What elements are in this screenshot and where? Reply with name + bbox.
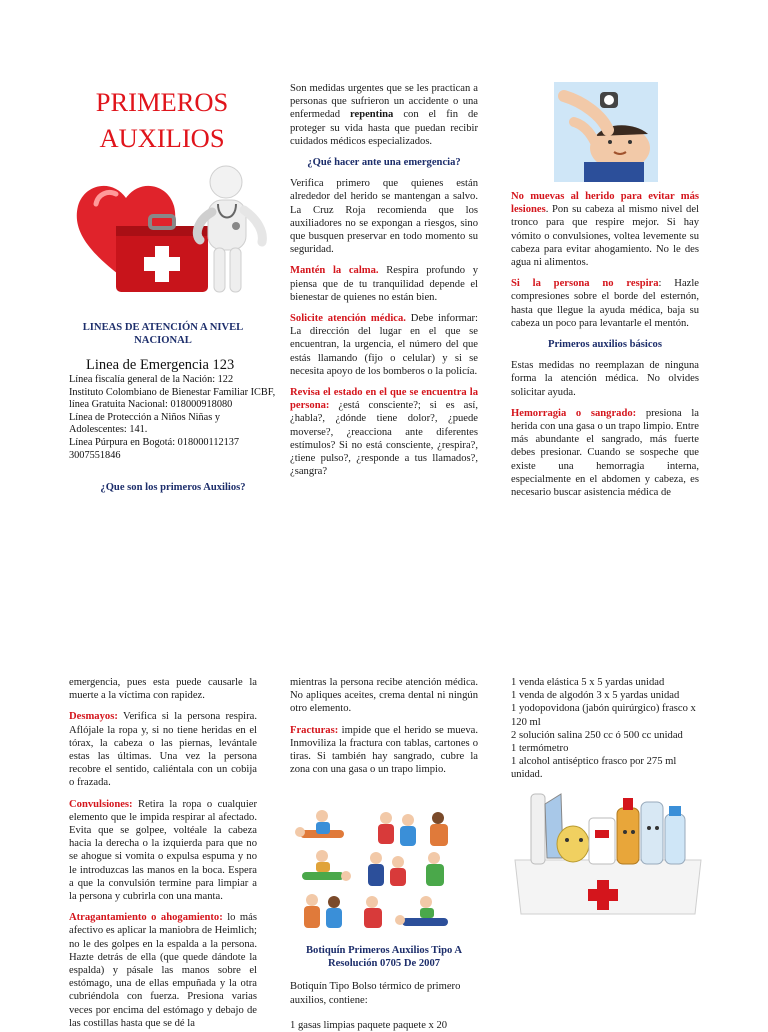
list-item: 2 solución salina 250 cc ó 500 cc unidad bbox=[511, 729, 683, 741]
column-2-bottom-botiquin bbox=[290, 944, 478, 1031]
paragraph: Verifica primero que quienes están alrededor del herido se mantengan a salvo. La Cruz Roja recomienda que los auxiliadores no se expongan a riesgos, sino que busquen preservar en todo momento su seguridad. bbox=[290, 178, 478, 256]
paragraph: Estas medidas no reemplazan de ninguna forma la atención médica. No olvides solicitar ayuda. bbox=[511, 360, 699, 398]
paragraph-text: presiona la herida con una gasa o un trapo limpio. Entre más abundante el sangrado, más fuerte debes presionar. Cuando se sospeche que existe una hemorragia interna, especialmente en el abdomen y cabeza, es necesario buscar asistencia médica de bbox=[511, 407, 699, 499]
list-item: 1 gasas limpias paquete paquete x 20 bbox=[290, 1019, 448, 1031]
paragraph bbox=[511, 277, 699, 330]
list-item: 1 alcohol antiséptico frasco por 275 ml unidad. bbox=[511, 756, 677, 781]
paragraph bbox=[69, 798, 257, 904]
intro-text-a: Son medidas urgentes que se les practican a personas que sufrieron un accidente o una enfermedad bbox=[290, 83, 478, 121]
paragraph-text: impide que el herido se mueva. Inmoviliza la fractura con tablas, cartones o tiras. Si también hay sangrado, cubre la zona con una gasa o un trapo limpio. bbox=[290, 724, 478, 776]
emergency-lines-list bbox=[69, 374, 279, 462]
paragraph bbox=[511, 407, 699, 499]
paragraph-lead: Atragantamiento o ahogamiento: bbox=[69, 912, 223, 924]
column-2-top bbox=[290, 82, 478, 502]
list-item: 1 termómetro bbox=[511, 743, 569, 755]
paragraph-lead: Solicite atención médica. bbox=[290, 313, 406, 325]
list-item: 1 venda elástica 5 x 5 yardas unidad bbox=[511, 677, 665, 688]
que-hacer-heading: ¿Qué hacer ante una emergencia? bbox=[307, 157, 461, 169]
list-item: 1 venda de algodón 3 x 5 yardas unidad bbox=[511, 690, 680, 702]
paragraph-text: . Pon su cabeza al mismo nivel del tronco para que respire mejor. Si hay vómito o convulsiones, voltea levemente su cabeza para evitar ahogamiento. No le des agua ni alimentos. bbox=[511, 204, 699, 269]
emergency-line: Linea de Emergencia 123 bbox=[86, 357, 235, 373]
paragraph-text: Debe informar: La dirección del lugar en el que se encuentran, la urgencia, el número del que estás llamando (fijo o celular) y si se necesita apoyo de los bomberos o la policía. bbox=[290, 313, 479, 377]
lineas-heading: LINEAS DE ATENCIÓN A NIVEL NACIONAL bbox=[82, 322, 244, 346]
column-1-bottom bbox=[69, 676, 258, 1029]
primeros-auxilios-basicos-heading: Primeros auxilios básicos bbox=[548, 339, 662, 351]
list-item: Línea Púrpura en Bogotá: 018000112137 3007551846 bbox=[69, 436, 240, 461]
page-title bbox=[62, 84, 262, 156]
paragraph-text: Retira la ropa o cualquier elemento que le impida respirar al afectado. Evita que se golpee, voltéale la cabeza hacia la derecha o la izquierda para que no se ahogue si vomita o expulsa espuma y no le introduzcas las manos en la boca. Espera a que la convulsión termine para limpiar a la persona y cubrirla con una manta. bbox=[69, 798, 257, 903]
paragraph-lead: No muevas al herido para evitar más lesiones bbox=[511, 191, 699, 216]
paragraph-text: ¿está consciente?; si es así, ¿habla?, ¿dónde tiene dolor?, ¿puede moverse?, ¿reacciona ante diferentes estímulos? Si no está consciente, ¿respira?, ¿tiene pulso?, ¿responde a tus llamados?, ¿sangra? bbox=[290, 400, 478, 478]
list-item: Línea de Protección a Niños Niñas y Adolescentes: 141. bbox=[69, 411, 220, 436]
intro-bold: repentina bbox=[349, 109, 394, 121]
intro-paragraph bbox=[290, 82, 478, 148]
paragraph bbox=[290, 724, 478, 777]
title-line-1: PRIMEROS bbox=[95, 87, 229, 117]
que-son-heading: ¿Que son los primeros Auxilios? bbox=[100, 482, 246, 493]
botiquin-heading: Botiquín Primeros Auxilios Tipo A Resolución 0705 De 2007 bbox=[305, 945, 462, 970]
title-line-2: AUXILIOS bbox=[99, 123, 225, 153]
paragraph: emergencia, pues esta puede causarle la muerte a la víctima con rapidez. bbox=[69, 677, 257, 702]
paragraph-text: Verifica si la persona respira. Aflójale la ropa y, si no tiene heridas en el tórax, la cabeza o las piernas, levántale estas las últimas. Una vez la persona recobre el sentido, caliéntala con un cobija o frazada. bbox=[69, 711, 257, 789]
column-2-bottom-text bbox=[290, 676, 478, 786]
list-item: Línea fiscalía general de la Nación: 122 bbox=[69, 374, 234, 385]
first-aid-scenes-icon bbox=[292, 806, 464, 936]
list-item: Instituto Colombiano de Bienestar Familiar ICBF, línea Gratuita Nacional: 018000918080 bbox=[69, 386, 276, 411]
paragraph-text: lo más afectivo es aplicar la maniobra de Heimlich; no le des golpes en la espalda a la persona. Hazte detrás de ella (que quede dándote la espalda) y pásale las manos sobre el estómago, una de ellas empuñada y la otra cubriéndola con fuerza. Presiona varias veces por encima del estómago y debajo de las costillas hasta que se dé la bbox=[69, 912, 258, 1029]
cpr-illustration-icon bbox=[554, 82, 658, 182]
intro-text-b: con el fin de proteger su vida hasta que puedan recibir cuidados médicos especializados. bbox=[290, 109, 478, 147]
paragraph-lead: Revisa el estado en el que se encuentra la persona: bbox=[290, 387, 478, 412]
heart-kit-figure-icon bbox=[68, 160, 274, 298]
paragraph-lead: Desmayos: bbox=[69, 711, 118, 723]
paragraph-lead: Hemorragia o sangrado: bbox=[511, 407, 637, 419]
paragraph bbox=[511, 190, 699, 269]
medicine-kit-icon bbox=[511, 788, 705, 918]
paragraph-lead: Convulsiones: bbox=[69, 798, 133, 810]
paragraph: Botiquín Tipo Bolso térmico de primero auxilios, contiene: bbox=[290, 981, 461, 1006]
paragraph bbox=[290, 264, 478, 304]
paragraph-lead: Fracturas: bbox=[290, 724, 339, 736]
column-3-top bbox=[511, 190, 699, 502]
list-item: 1 yodopovidona (jabón quirúrgico) frasco x 120 ml bbox=[511, 703, 696, 728]
paragraph bbox=[69, 911, 257, 1030]
paragraph: mientras la persona recibe atención médica. No apliques aceites, crema dental ni ningún otro elemento. bbox=[290, 677, 478, 715]
paragraph-text: Respira profundo y piensa que de tu tranquilidad depende el bienestar de quienes no están bien. bbox=[290, 265, 478, 303]
paragraph bbox=[69, 710, 257, 789]
paragraph-lead: Mantén la calma. bbox=[290, 265, 379, 277]
paragraph-lead: Si la persona no respira bbox=[511, 278, 659, 290]
paragraph-text: : Hazle compresiones sobre el borde del esternón, hasta que llegue la ayuda médica, baja su cabeza un poco para levantarle el mentón. bbox=[511, 278, 699, 329]
paragraph bbox=[290, 386, 478, 478]
kit-contents-list bbox=[511, 676, 703, 780]
paragraph bbox=[290, 312, 478, 378]
